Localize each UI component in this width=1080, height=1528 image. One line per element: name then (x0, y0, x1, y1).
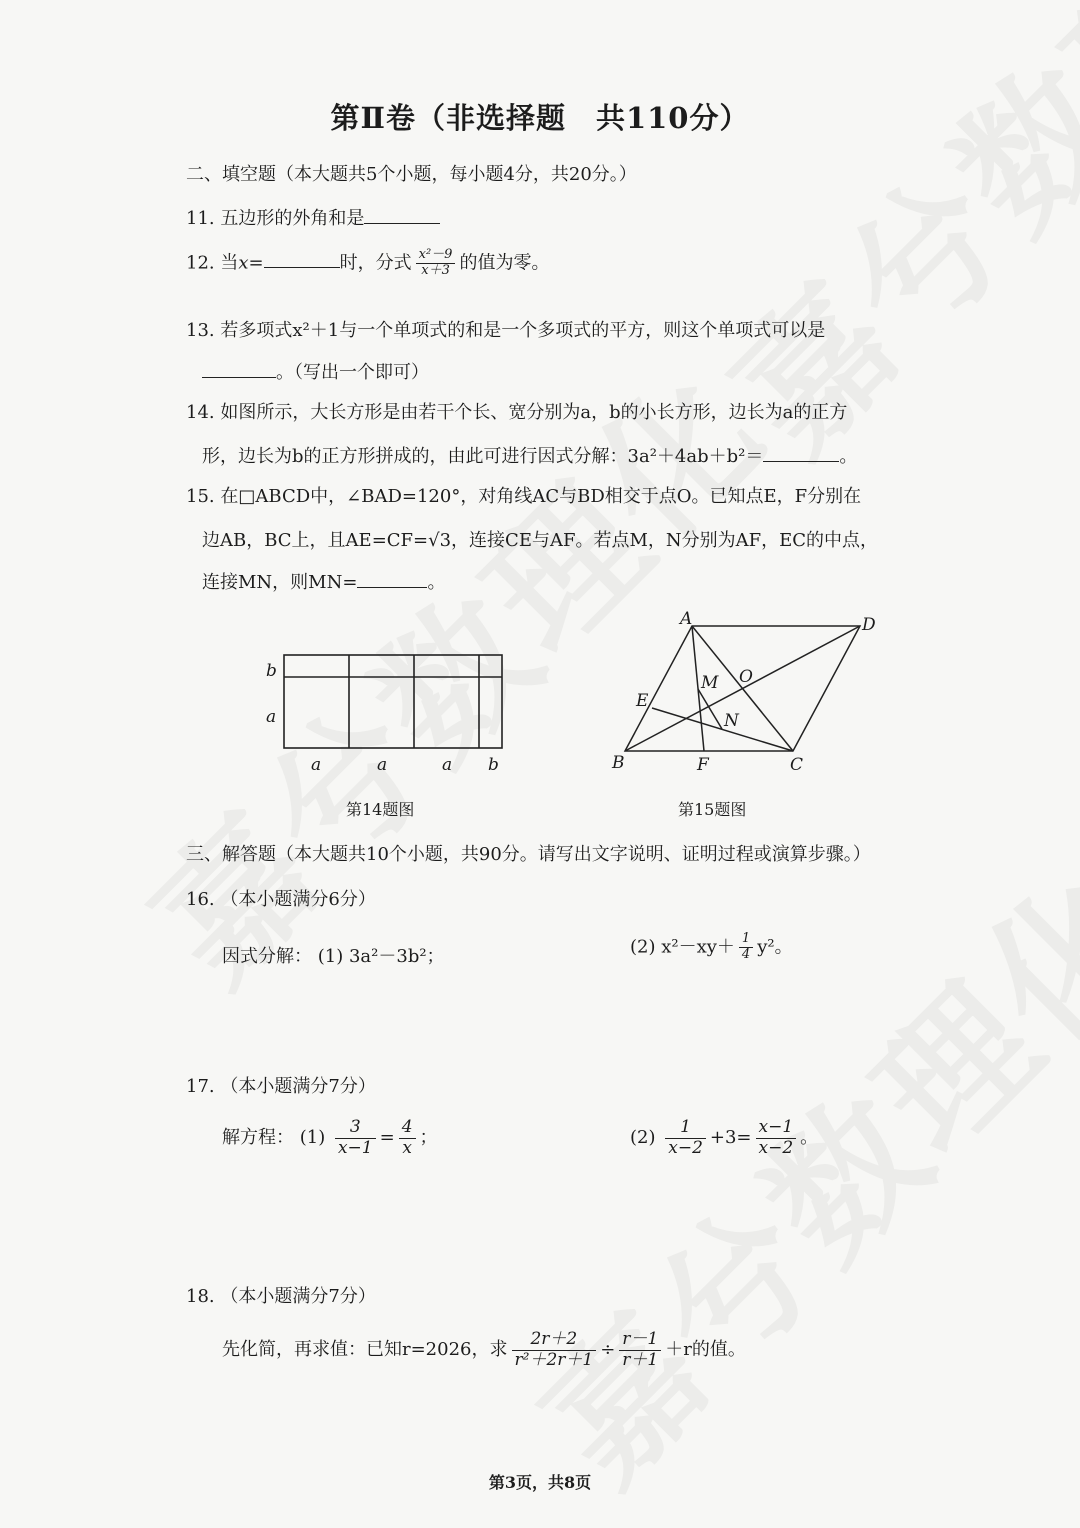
numerator: 3 (335, 1118, 376, 1139)
question-13 (186, 316, 825, 342)
answer-blank[interactable] (763, 445, 839, 462)
question-text: 。（写出一个即可） (276, 362, 429, 383)
question-text: 若多项式x²＋1与一个单项式的和是一个多项式的平方，则这个单项式可以是 (220, 320, 826, 341)
page-footer: 第3页，共8页 (488, 1473, 592, 1492)
denominator: 4 (741, 946, 751, 962)
question-text: 边AB，BC上，且AE=CF=√3，连接CE与AF。若点M，N分别为AF，EC的中点， (202, 530, 879, 551)
variable: x (238, 252, 249, 274)
question-14 (186, 398, 847, 424)
score-note: （本小题满分7分） (220, 1286, 376, 1307)
denominator: x−2 (668, 1137, 703, 1158)
question-15-line3 (202, 568, 445, 594)
point-o: O (739, 667, 753, 687)
fraction (335, 1118, 376, 1158)
denominator: r²＋2r＋1 (514, 1349, 594, 1370)
question-11 (186, 204, 440, 230)
expression: +3= (709, 1127, 752, 1149)
question-text: ＋r的值。 (665, 1339, 746, 1361)
score-note: （本小题满分7分） (220, 1076, 376, 1097)
page-title: 第Ⅱ卷（非选择题 共110分） (330, 101, 750, 135)
question-number: 13. (186, 320, 215, 341)
score-note: （本小题满分6分） (220, 889, 376, 910)
question-13-line2 (202, 358, 429, 384)
section2-heading: 二、填空题（本大题共5个小题，每小题4分，共20分。） (186, 164, 637, 185)
numerator: 4 (399, 1118, 416, 1139)
numerator: 1 (665, 1118, 706, 1139)
diagonal-bd (625, 626, 860, 751)
question-text: 的值为零。 (459, 252, 550, 274)
label-a: a (442, 755, 453, 775)
operator: ÷ (600, 1339, 616, 1361)
numerator: 2r＋2 (512, 1330, 597, 1351)
point-f: F (697, 755, 709, 775)
numerator: r－1 (619, 1330, 661, 1351)
question-number: 17. (186, 1076, 215, 1097)
label-a: a (266, 707, 277, 727)
answer-blank[interactable] (357, 571, 427, 588)
figure-15-caption: 第15题图 (678, 800, 747, 819)
question-text: 因式分解： (222, 946, 312, 967)
denominator: x−2 (758, 1137, 794, 1158)
fraction (399, 1118, 416, 1158)
question-text: 当 (220, 252, 239, 274)
fraction (512, 1330, 597, 1370)
punctuation: 。 (427, 572, 446, 593)
part-label: (2) (630, 936, 656, 958)
question-18 (186, 1282, 376, 1308)
fraction (756, 1118, 797, 1158)
question-text: 连接MN，则MN= (202, 572, 358, 593)
question-15 (186, 482, 861, 508)
point-a: A (680, 609, 693, 629)
figure-14 (250, 640, 540, 780)
fraction (739, 932, 753, 963)
answer-blank[interactable] (202, 361, 276, 378)
label-a: a (377, 755, 388, 775)
denominator: r＋1 (622, 1349, 659, 1370)
outer-rectangle (284, 655, 502, 748)
fraction (665, 1118, 706, 1158)
question-number: 11. (186, 208, 215, 229)
denominator: x−1 (337, 1137, 373, 1158)
part-label: (2) (630, 1127, 656, 1149)
numerator: x−1 (756, 1118, 797, 1139)
watermark (488, 816, 1080, 1520)
punctuation: 。 (839, 446, 858, 467)
question-17 (186, 1072, 376, 1098)
label-b: b (488, 755, 499, 775)
question-text: 如图所示，大长方形是由若干个长、宽分别为a，b的小长方形，边长为a的正方 (220, 402, 848, 423)
question-number: 18. (186, 1286, 215, 1307)
question-16-part1 (222, 942, 445, 968)
question-text: 先化简，再求值：已知r=2026，求 (222, 1339, 508, 1361)
segment-ce (652, 708, 793, 751)
expression: 3a²－3b²； (348, 946, 445, 967)
question-number: 14. (186, 402, 215, 423)
expression: y²。 (757, 936, 793, 958)
question-text: 时，分式 (339, 252, 412, 274)
denominator: x＋3 (421, 262, 450, 278)
expression: x²－xy＋ (661, 936, 735, 958)
part-label: (1) (299, 1127, 326, 1149)
punctuation: ； (419, 1127, 438, 1149)
section3-heading: 三、解答题（本大题共10个小题，共90分。请写出文字说明、证明过程或演算步骤。） (186, 844, 871, 865)
point-d: D (862, 615, 876, 635)
answer-blank[interactable] (364, 207, 440, 224)
question-number: 16. (186, 889, 215, 910)
numerator: x²－9 (416, 248, 456, 264)
point-c: C (790, 755, 804, 775)
denominator: x (402, 1137, 412, 1158)
point-b: B (612, 753, 625, 773)
point-e: E (636, 691, 649, 711)
question-text: 在□ABCD中，∠BAD=120°，对角线AC与BD相交于点O。已知点E，F分别在 (220, 486, 862, 507)
question-17-part1 (222, 1118, 438, 1158)
question-17-part2 (630, 1118, 818, 1158)
question-text: 解方程： (222, 1127, 294, 1149)
question-text: 形，边长为b的正方形拼成的，由此可进行因式分解：3a²＋4ab＋b²＝ (202, 446, 764, 467)
fraction (619, 1330, 661, 1370)
question-16-part2 (630, 932, 793, 963)
question-18-body (222, 1330, 746, 1370)
label-b: b (266, 661, 277, 681)
part-label: (1) (317, 946, 344, 967)
equals: = (248, 252, 264, 274)
point-n: N (724, 711, 739, 731)
question-number: 15. (186, 486, 215, 507)
numerator: 1 (739, 932, 753, 948)
figure-14-caption: 第14题图 (346, 800, 415, 819)
question-number: 12. (186, 252, 215, 274)
question-16 (186, 885, 376, 911)
answer-blank[interactable] (264, 251, 340, 268)
question-14-line2 (202, 442, 857, 468)
question-text: 五边形的外角和是 (220, 208, 365, 229)
equals: = (379, 1127, 395, 1149)
figure-15 (600, 606, 890, 781)
label-a: a (311, 755, 322, 775)
punctuation: 。 (800, 1127, 819, 1149)
fraction (416, 248, 456, 279)
question-12 (186, 248, 549, 279)
question-15-line2 (202, 526, 878, 552)
point-m: M (701, 673, 719, 693)
